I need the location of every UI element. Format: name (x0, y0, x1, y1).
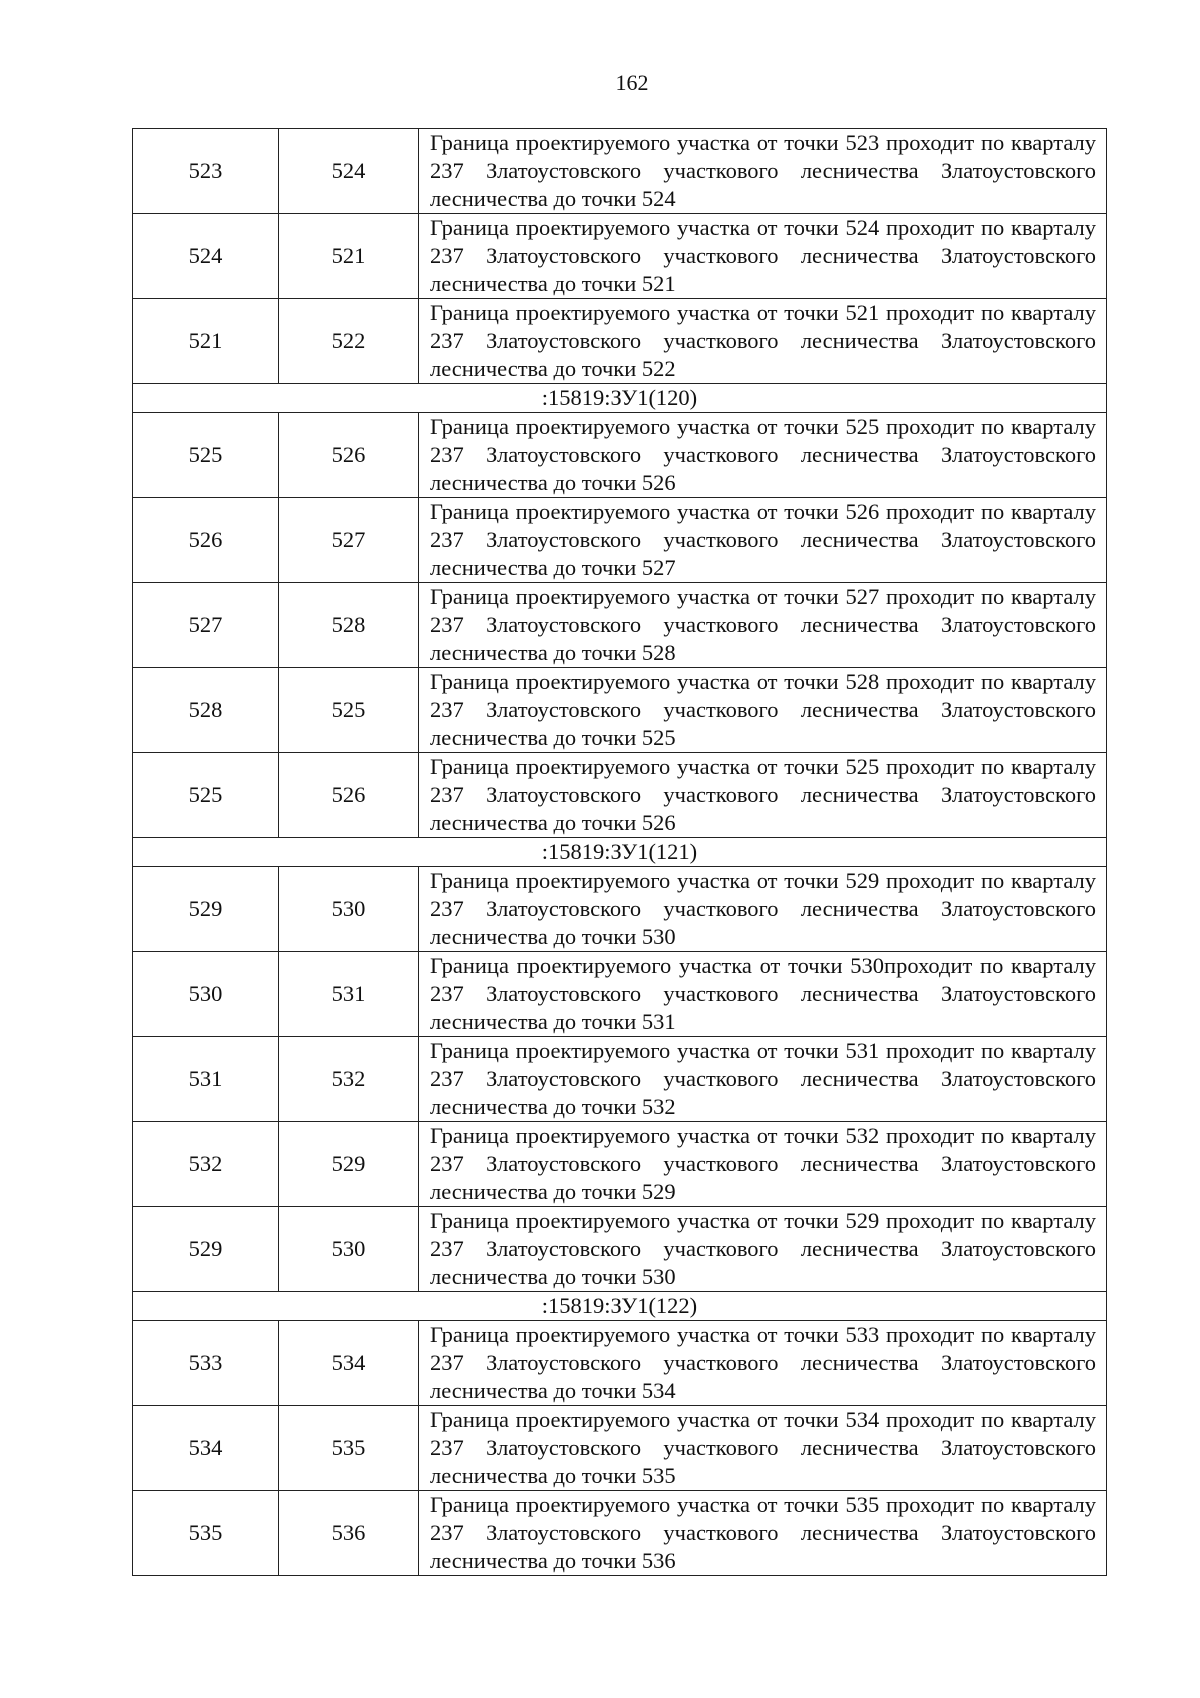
table-row (133, 214, 1107, 299)
to-point-cell: 532 (279, 1037, 419, 1122)
to-point-cell: 522 (279, 299, 419, 384)
table-row (133, 867, 1107, 952)
table-row (133, 413, 1107, 498)
table-row (133, 668, 1107, 753)
section-title: :15819:ЗУ1(122) (133, 1292, 1107, 1321)
to-point-cell: 525 (279, 668, 419, 753)
from-point-cell: 525 (133, 413, 279, 498)
from-point-cell: 526 (133, 498, 279, 583)
from-point-cell: 532 (133, 1122, 279, 1207)
description-cell: Граница проектируемого участка от точки 526 проходит по кварталу 237 Златоустовского участкового лесничества Златоустовского лесничества до точки 527 (419, 498, 1107, 583)
table-row (133, 583, 1107, 668)
table-row (133, 753, 1107, 838)
description-cell: Граница проектируемого участка от точки 525 проходит по кварталу 237 Златоустовского участкового лесничества Златоустовского лесничества до точки 526 (419, 753, 1107, 838)
table-row (133, 498, 1107, 583)
description-cell: Граница проектируемого участка от точки 524 проходит по кварталу 237 Златоустовского участкового лесничества Златоустовского лесничества до точки 521 (419, 214, 1107, 299)
description-cell: Граница проектируемого участка от точки 535 проходит по кварталу 237 Златоустовского участкового лесничества Златоустовского лесничества до точки 536 (419, 1491, 1107, 1576)
table-row (133, 1122, 1107, 1207)
to-point-cell: 536 (279, 1491, 419, 1576)
table-row (133, 952, 1107, 1037)
from-point-cell: 528 (133, 668, 279, 753)
to-point-cell: 521 (279, 214, 419, 299)
page-number: 162 (615, 70, 649, 95)
section-title: :15819:ЗУ1(120) (133, 384, 1107, 413)
description-cell: Граница проектируемого участка от точки 531 проходит по кварталу 237 Златоустовского участкового лесничества Златоустовского лесничества до точки 532 (419, 1037, 1107, 1122)
description-cell: Граница проектируемого участка от точки 527 проходит по кварталу 237 Златоустовского участкового лесничества Златоустовского лесничества до точки 528 (419, 583, 1107, 668)
description-cell: Граница проектируемого участка от точки 534 проходит по кварталу 237 Златоустовского участкового лесничества Златоустовского лесничества до точки 535 (419, 1406, 1107, 1491)
description-cell: Граница проектируемого участка от точки 529 проходит по кварталу 237 Златоустовского участкового лесничества Златоустовского лесничества до точки 530 (419, 1207, 1107, 1292)
from-point-cell: 531 (133, 1037, 279, 1122)
from-point-cell: 529 (133, 1207, 279, 1292)
boundary-table (132, 128, 1107, 1576)
from-point-cell: 534 (133, 1406, 279, 1491)
to-point-cell: 530 (279, 867, 419, 952)
to-point-cell: 529 (279, 1122, 419, 1207)
description-cell: Граница проектируемого участка от точки 523 проходит по кварталу 237 Златоустовского участкового лесничества Златоустовского лесничества до точки 524 (419, 129, 1107, 214)
from-point-cell: 523 (133, 129, 279, 214)
from-point-cell: 535 (133, 1491, 279, 1576)
to-point-cell: 530 (279, 1207, 419, 1292)
to-point-cell: 528 (279, 583, 419, 668)
to-point-cell: 526 (279, 753, 419, 838)
table-row (133, 299, 1107, 384)
description-cell: Граница проектируемого участка от точки 529 проходит по кварталу 237 Златоустовского участкового лесничества Златоустовского лесничества до точки 530 (419, 867, 1107, 952)
from-point-cell: 533 (133, 1321, 279, 1406)
description-cell: Граница проектируемого участка от точки 532 проходит по кварталу 237 Златоустовского участкового лесничества Златоустовского лесничества до точки 529 (419, 1122, 1107, 1207)
from-point-cell: 529 (133, 867, 279, 952)
table-row (133, 1321, 1107, 1406)
description-cell: Граница проектируемого участка от точки 530проходит по кварталу 237 Златоустовского участкового лесничества Златоустовского лесничества до точки 531 (419, 952, 1107, 1037)
table-row (133, 1207, 1107, 1292)
from-point-cell: 521 (133, 299, 279, 384)
from-point-cell: 527 (133, 583, 279, 668)
description-cell: Граница проектируемого участка от точки 533 проходит по кварталу 237 Златоустовского участкового лесничества Златоустовского лесничества до точки 534 (419, 1321, 1107, 1406)
to-point-cell: 531 (279, 952, 419, 1037)
description-cell: Граница проектируемого участка от точки 521 проходит по кварталу 237 Златоустовского участкового лесничества Златоустовского лесничества до точки 522 (419, 299, 1107, 384)
to-point-cell: 535 (279, 1406, 419, 1491)
table-body (133, 129, 1107, 1576)
section-row (133, 838, 1107, 867)
description-cell: Граница проектируемого участка от точки 528 проходит по кварталу 237 Златоустовского участкового лесничества Златоустовского лесничества до точки 525 (419, 668, 1107, 753)
to-point-cell: 527 (279, 498, 419, 583)
table-row (133, 129, 1107, 214)
section-title: :15819:ЗУ1(121) (133, 838, 1107, 867)
to-point-cell: 524 (279, 129, 419, 214)
table-row (133, 1491, 1107, 1576)
from-point-cell: 524 (133, 214, 279, 299)
to-point-cell: 534 (279, 1321, 419, 1406)
description-cell: Граница проектируемого участка от точки 525 проходит по кварталу 237 Златоустовского участкового лесничества Златоустовского лесничества до точки 526 (419, 413, 1107, 498)
to-point-cell: 526 (279, 413, 419, 498)
table-row (133, 1406, 1107, 1491)
from-point-cell: 525 (133, 753, 279, 838)
from-point-cell: 530 (133, 952, 279, 1037)
section-row (133, 384, 1107, 413)
table-row (133, 1037, 1107, 1122)
section-row (133, 1292, 1107, 1321)
